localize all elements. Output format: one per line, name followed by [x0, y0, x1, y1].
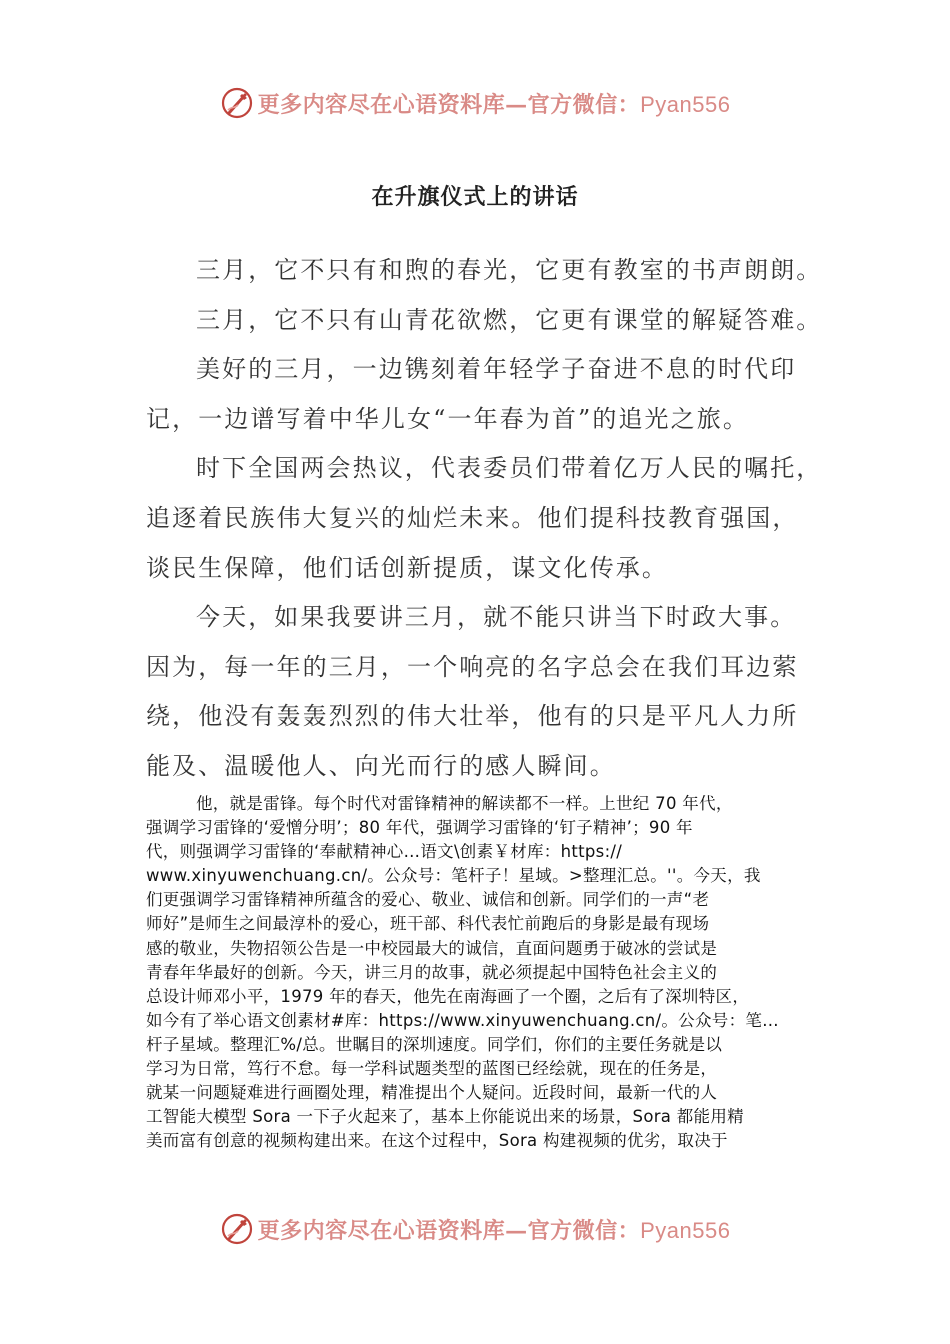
text-line: 谈民生保障，他们话创新提质，谋文化传承。: [146, 553, 668, 582]
banner-text: 更多内容尽在心语资料库—官方微信：Pyan556: [257, 91, 731, 118]
pen-logo-icon: [220, 86, 254, 120]
text-line: 因为，每一年的三月，一个响亮的名字总会在我们耳边萦: [146, 652, 799, 681]
text-line: 绕，他没有轰轰烈烈的伟大壮举，他有的只是平凡人力所: [146, 702, 799, 731]
text-line: 学习为日常，笃行不怠。每一学科试题类型的蓝图已经绘就，现在的任务是，: [146, 1059, 718, 1079]
text-line: 工智能大模型 Sora 一下子火起来了，基本上你能说出来的场景，Sora 都能用精: [146, 1107, 744, 1127]
text-line: 青春年华最好的创新。今天，讲三月的故事，就必须提起中国特色社会主义的: [146, 962, 718, 982]
text-line: 师好”是师生之间最淳朴的爱心，班干部、科代表忙前跑后的身影是最有现场: [146, 914, 710, 934]
text-line: 就某一问题疑难进行画圈处理，精准提出个人疑问。近段时间，最新一代的人: [146, 1083, 718, 1103]
text-line: 能及、温暖他人、向光而行的感人瞬间。: [146, 751, 616, 780]
banner-wechat-id: Pyan556: [640, 91, 731, 117]
text-line: 强调学习雷锋的‘爱憎分明’；80 年代，强调学习雷锋的‘钉子精神’；90 年: [146, 818, 693, 838]
text-line: 们更强调学习雷锋精神所蕴含的爱心、敬业、诚信和创新。同学们的一声“老: [146, 890, 710, 910]
banner-wechat-id: Pyan556: [640, 1217, 731, 1243]
text-line: 代，则强调学习雷锋的‘奉献精神心…语文\创素￥材库：https://: [146, 842, 623, 862]
pen-logo-icon: [220, 1212, 254, 1246]
text-line: 今天，如果我要讲三月，就不能只讲当下时政大事。: [196, 603, 797, 632]
text-line: 杆子星域。整理汇%/总。世瞩目的深圳速度。同学们，你们的主要任务就是以: [146, 1034, 723, 1054]
text-line: 总设计师邓小平，1979 年的春天，他先在南海画了一个圈，之后有了深圳特区，: [146, 986, 750, 1006]
text-line: 追逐着民族伟大复兴的灿烂未来。他们提科技教育强国，: [146, 503, 799, 532]
footer-banner: [0, 1206, 950, 1252]
header-banner: [0, 80, 950, 126]
text-line: 三月，它不只有山青花欲燃，它更有课堂的解疑答难。: [196, 305, 823, 334]
text-line: 如今有了举心语文创素材#库：https://www.xinyuwenchuang.cn/。公众号：笔…: [146, 1010, 779, 1030]
text-line: 三月，它不只有和煦的春光，它更有教室的书声朗朗。: [196, 256, 823, 284]
text-line: 感的敬业，失物招领公告是一中校园最大的诚信，直面问题勇于破冰的尝试是: [146, 938, 718, 958]
text-line: www.xinyuwenchuang.cn/。公众号：笔杆子！星域。>整理汇总。''。今天，我: [146, 866, 761, 886]
text-line: 记，一边谱写着中华儿女“一年春为首”的追光之旅。: [146, 404, 749, 433]
speech-body-small: [146, 792, 816, 1153]
speech-body-large: [146, 246, 823, 792]
text-line: 美好的三月，一边镌刻着年轻学子奋进不息的时代印: [196, 355, 797, 384]
page-title: 在升旗仪式上的讲话: [371, 184, 579, 210]
banner-text: 更多内容尽在心语资料库—官方微信：Pyan556: [257, 1217, 731, 1244]
text-line: 他，就是雷锋。每个时代对雷锋精神的解读都不一样。上世纪 70 年代，: [196, 794, 733, 813]
text-line: 美而富有创意的视频构建出来。在这个过程中，Sora 构建视频的优劣，取决于: [146, 1131, 728, 1151]
text-line: 时下全国两会热议，代表委员们带着亿万人民的嘱托，: [196, 454, 823, 483]
